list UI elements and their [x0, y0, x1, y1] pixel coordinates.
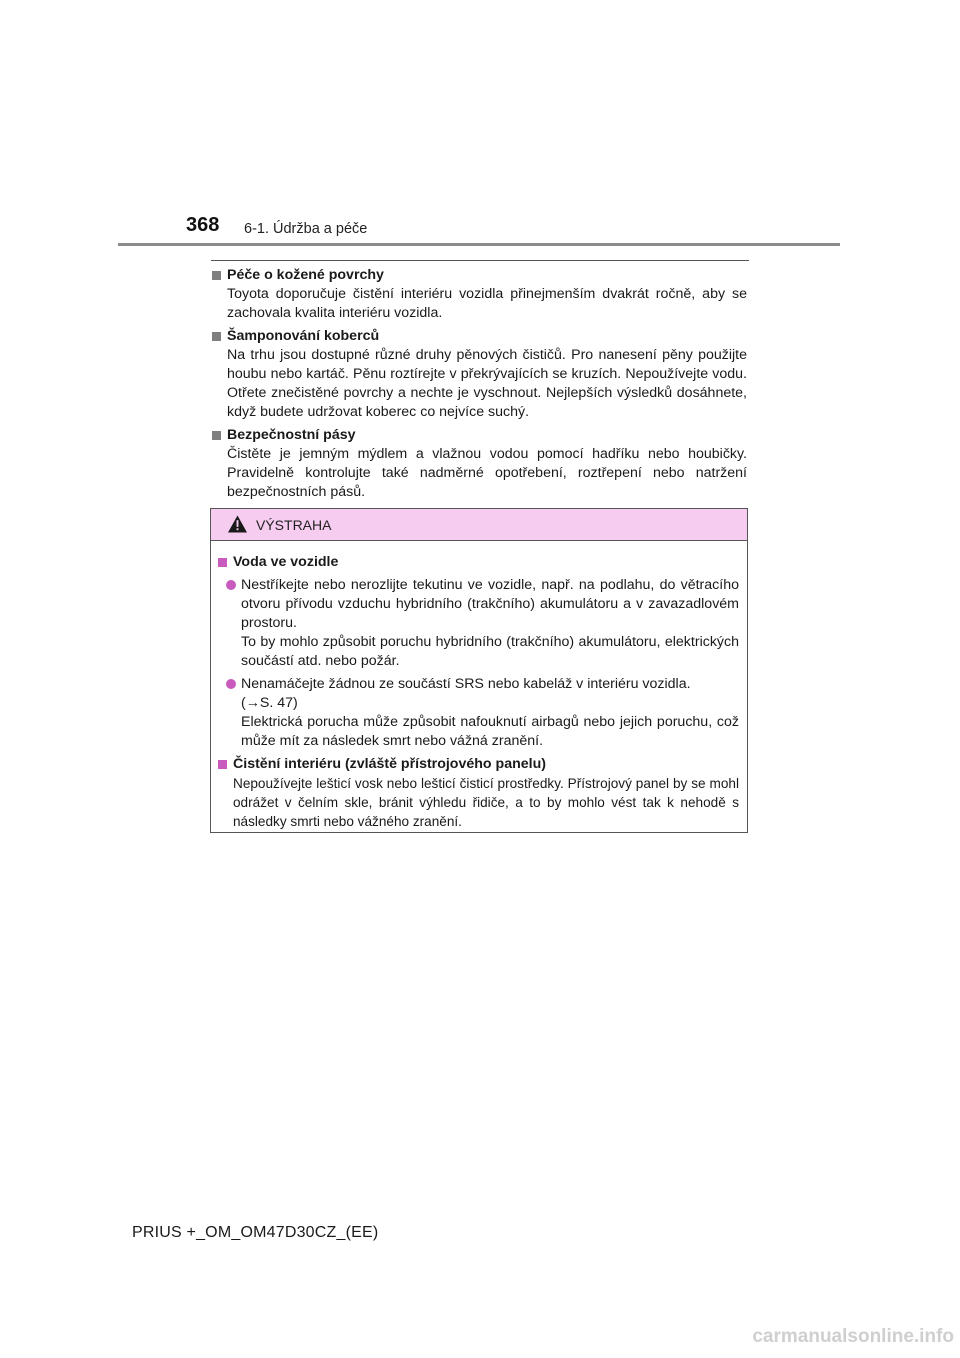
page-number: 368	[186, 214, 220, 236]
content-top-rule	[211, 260, 749, 261]
round-bullet-icon	[226, 679, 236, 689]
warning-header	[211, 509, 747, 541]
warning-title: VÝSTRAHA	[256, 517, 332, 533]
square-bullet-icon	[212, 431, 221, 440]
content	[211, 266, 747, 506]
header-rule	[118, 243, 840, 246]
item-leather	[211, 266, 747, 323]
item-text: Na trhu jsou dostupné různé druhy pěnových čističů. Pro nanesení pěny použijte houbu nebo kartáč. Pěnu roztírejte v překrývajících se kruzích. Nepoužívejte vodu. Otřete znečistěné povrchy a nechte je vyschnout. Nejlepších výsledků dosáhnete, když budete udržovat koberec co nejvíce suchý.	[227, 347, 747, 420]
item-heading	[211, 266, 747, 285]
item-seatbelts	[211, 426, 747, 502]
square-bullet-icon	[218, 760, 227, 769]
warning-bullet	[226, 675, 739, 751]
bullet-text: Nenamáčejte žádnou ze součástí SRS nebo kabeláž v interiéru vozidla.	[241, 676, 691, 692]
item-text: Toyota doporučuje čistění interiéru vozidla přinejmenším dvakrát ročně, aby se zachovala kvalita interiéru vozidla.	[227, 286, 747, 321]
warning-section-title: Čistění interiéru (zvláště přístrojového panelu)	[233, 756, 546, 772]
item-heading	[211, 327, 747, 346]
round-bullet-icon	[226, 580, 236, 590]
warning-triangle-icon	[228, 515, 247, 533]
bullet-text-cont: Elektrická porucha může způsobit nafouknutí airbagů nebo jejich poruchu, což může mít za následek smrt nebo vážná zranění.	[241, 714, 739, 749]
warning-section-title: Voda ve vozidle	[233, 554, 339, 570]
watermark: carmanualsonline.info	[752, 1326, 954, 1347]
item-title: Bezpečnostní pásy	[227, 427, 356, 443]
square-bullet-icon	[212, 271, 221, 280]
warning-bullet	[226, 576, 739, 671]
page-reference: (→S. 47)	[241, 695, 298, 711]
warning-paragraph: Nepoužívejte lešticí vosk nebo lešticí čisticí prostředky. Přístrojový panel by se mohl odrážet v čelním skle, bránit výhledu řidiče, a to by mohlo vést tak k nehodě s následky smrti nebo vážného zranění.	[233, 776, 739, 829]
square-bullet-icon	[212, 332, 221, 341]
item-heading	[211, 426, 747, 445]
bullet-text: Nestříkejte nebo nerozlijte tekutinu ve vozidle, např. na podlahu, do větracího otvoru přívodu vzduchu hybridního (trakčního) akumulátoru a v zavazadlovém prostoru.	[241, 577, 739, 631]
item-title: Péče o kožené povrchy	[227, 267, 384, 283]
item-carpet	[211, 327, 747, 422]
bullet-text-cont: To by mohlo způsobit poruchu hybridního (trakčního) akumulátoru, elektrických součástí atd. nebo požár.	[241, 634, 739, 669]
item-title: Šamponování koberců	[227, 328, 380, 344]
warning-body	[211, 541, 747, 831]
item-text: Čistěte je jemným mýdlem a vlažnou vodou pomocí hadříku nebo houbičky. Pravidelně kontrolujte také nadměrné opotřebení, roztřepení nebo natržení bezpečnostních pásů.	[227, 446, 747, 500]
warning-box	[210, 508, 748, 833]
footer-code: PRIUS +_OM_OM47D30CZ_(EE)	[132, 1224, 379, 1241]
section-title: 6-1. Údržba a péče	[244, 221, 368, 237]
warning-section-heading	[217, 553, 739, 572]
square-bullet-icon	[218, 558, 227, 567]
warning-section-heading	[217, 755, 739, 774]
